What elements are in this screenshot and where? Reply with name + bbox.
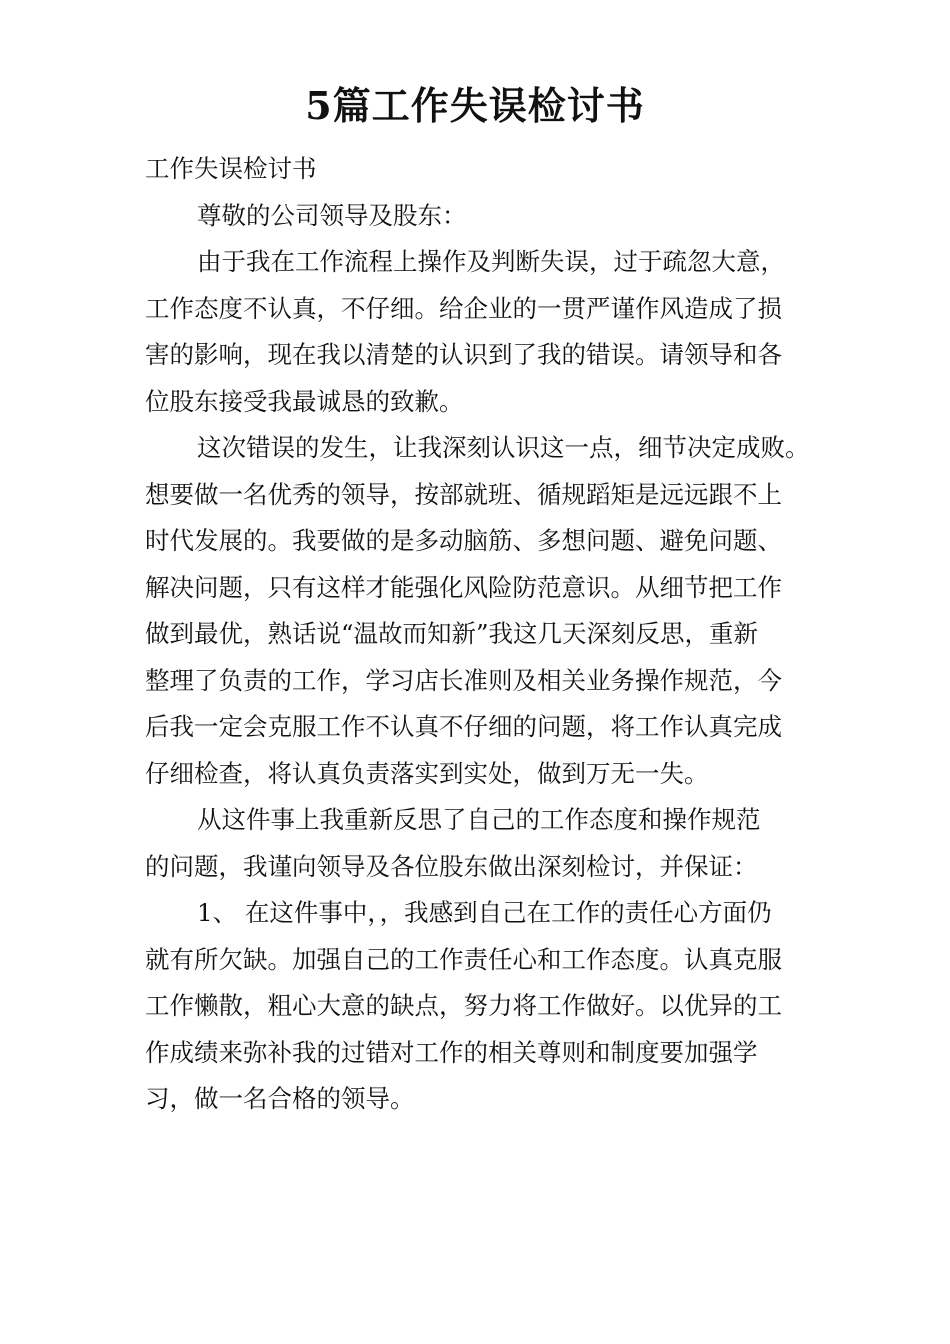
- paragraph-pledge-item-1: [145, 890, 825, 1123]
- paragraph-line: 做到最优，熟话说“温故而知新”我这几天深刻反思，重新: [145, 619, 759, 648]
- document-body: [145, 146, 825, 1123]
- paragraph-line: 工作态度不认真，不仔细。给企业的一贯严谨作风造成了损: [145, 293, 782, 323]
- paragraph-reflection: [145, 425, 825, 797]
- paragraph-line: 就有所欠缺。加强自己的工作责任心和工作态度。认真克服: [145, 944, 782, 974]
- document-subtitle: 工作失误检讨书: [145, 154, 317, 183]
- paragraph-line: 作成绩来弥补我的过错对工作的相关尊则和制度要加强学: [145, 1037, 758, 1067]
- paragraph-apology: [145, 239, 825, 425]
- paragraph-line: 这次错误的发生，让我深刻认识这一点，细节决定成败。: [197, 433, 810, 462]
- paragraph-pledge-intro: [145, 797, 825, 890]
- paragraph-line: 习，做一名合格的领导。: [145, 1084, 415, 1113]
- paragraph-line: 害的影响，现在我以清楚的认识到了我的错误。请领导和各: [145, 340, 782, 369]
- paragraph-line: 解决问题，只有这样才能强化风险防范意识。从细节把工作: [145, 572, 782, 602]
- paragraph-line: 从这件事上我重新反思了自己的工作态度和操作规范: [197, 805, 761, 834]
- paragraph-line: 时代发展的。我要做的是多动脑筋、多想问题、避免问题、: [145, 526, 782, 555]
- paragraph-line: 想要做一名优秀的领导，按部就班、循规蹈矩是远远跟不上: [145, 479, 782, 509]
- salutation: 尊敬的公司领导及股东：: [197, 200, 467, 230]
- paragraph-line: 由于我在工作流程上操作及判断失误，过于疏忽大意，: [197, 247, 785, 276]
- paragraph-line: 后我一定会克服工作不认真不仔细的问题，将工作认真完成: [145, 712, 782, 741]
- paragraph-line: 工作懒散，粗心大意的缺点，努力将工作做好。以优异的工: [145, 991, 782, 1020]
- paragraph-line: 整理了负责的工作，学习店长准则及相关业务操作规范，今: [145, 665, 782, 695]
- document-title: 5篇工作失误检讨书: [305, 83, 645, 128]
- paragraph-line: 位股东接受我最诚恳的致歉。: [145, 386, 464, 416]
- paragraph-line: 的问题，我谨向领导及各位股东做出深刻检讨，并保证：: [145, 851, 758, 881]
- paragraph-line: 1、 在这件事中，，我感到自己在工作的责任心方面仍: [197, 898, 772, 927]
- paragraph-line: 仔细检查，将认真负责落实到实处，做到万无一失。: [145, 758, 709, 788]
